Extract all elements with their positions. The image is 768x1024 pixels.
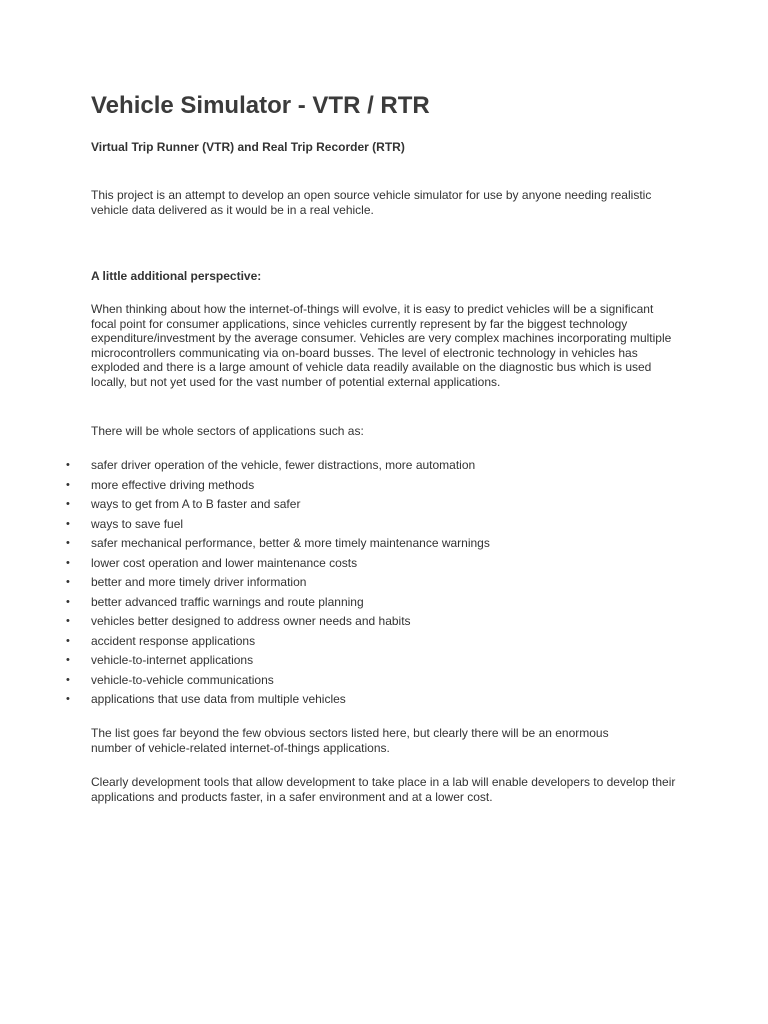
bullet-icon: •	[66, 576, 70, 588]
list-item-text: safer driver operation of the vehicle, fewer distractions, more automation	[91, 458, 476, 472]
list-item-text: lower cost operation and lower maintenance costs	[91, 555, 358, 570]
list-item-text: accident response applications	[91, 633, 256, 648]
page-subtitle: Virtual Trip Runner (VTR) and Real Trip Recorder (RTR)	[91, 140, 405, 154]
bullet-icon: •	[66, 537, 70, 549]
list-item	[0, 673, 768, 693]
list-item	[0, 478, 768, 498]
list-item	[0, 497, 768, 517]
list-item	[0, 517, 768, 537]
tools-paragraph: Clearly development tools that allow development to take place in a lab will enable developers to develop their applications and products faster, in a safer environment and at a lower cost.	[91, 775, 676, 804]
list-item-text: vehicles better designed to address owner needs and habits	[91, 614, 411, 628]
bullet-icon: •	[66, 693, 70, 705]
list-item	[0, 614, 768, 634]
list-item-text: better and more timely driver information	[91, 575, 307, 589]
bullet-icon: •	[66, 498, 70, 510]
bullet-icon: •	[66, 634, 70, 647]
list-item	[0, 575, 768, 595]
bullet-icon: •	[66, 478, 70, 491]
list-item-text: vehicle-to-internet applications	[91, 653, 254, 667]
bullet-icon: •	[66, 459, 70, 471]
page-title: Vehicle Simulator - VTR / RTR	[91, 92, 430, 119]
bullet-icon: •	[66, 654, 70, 666]
list-item-text: applications that use data from multiple vehicles	[91, 692, 346, 706]
list-item	[0, 556, 768, 576]
bullet-icon: •	[66, 673, 70, 686]
list-item-text: ways to save fuel	[91, 516, 184, 531]
list-item	[0, 595, 768, 615]
sectors-list	[0, 458, 768, 712]
list-item	[0, 536, 768, 556]
list-item	[0, 458, 768, 478]
list-note-paragraph: The list goes far beyond the few obvious sectors listed here, but clearly there will be an enormous number of vehicle-related internet-of-things applications.	[91, 726, 609, 755]
perspective-paragraph: When thinking about how the internet-of-things will evolve, it is easy to predict vehicles will be a significant focal point for consumer applications, since vehicles currently represent by far the biggest technology expenditure/investment by the average consumer. Vehicles are very complex machines incorporating multiple microcontrollers communicating via on-board busses. The level of electronic technology in vehicles has exploded and there is a large amount of vehicle data readily available on the diagnostic bus which is used locally, but not yet used for the vast number of potential external applications.	[91, 302, 672, 389]
list-item-text: more effective driving methods	[91, 477, 255, 492]
perspective-heading: A little additional perspective:	[91, 269, 262, 283]
bullet-icon: •	[66, 517, 70, 530]
list-item-text: vehicle-to-vehicle communications	[91, 672, 274, 687]
bullet-icon: •	[66, 615, 70, 627]
bullet-icon: •	[66, 595, 70, 608]
intro-paragraph: This project is an attempt to develop an open source vehicle simulator for use by anyone needing realistic vehicle data delivered as it would be in a real vehicle.	[91, 188, 652, 217]
list-item	[0, 634, 768, 654]
list-item-text: ways to get from A to B faster and safer	[91, 497, 301, 511]
list-item-text: safer mechanical performance, better & more timely maintenance warnings	[91, 536, 490, 550]
list-item-text: better advanced traffic warnings and route planning	[91, 594, 364, 609]
bullet-icon: •	[66, 556, 70, 569]
list-item	[0, 692, 768, 712]
list-item	[0, 653, 768, 673]
sectors-intro-paragraph: There will be whole sectors of applications such as:	[91, 424, 364, 438]
